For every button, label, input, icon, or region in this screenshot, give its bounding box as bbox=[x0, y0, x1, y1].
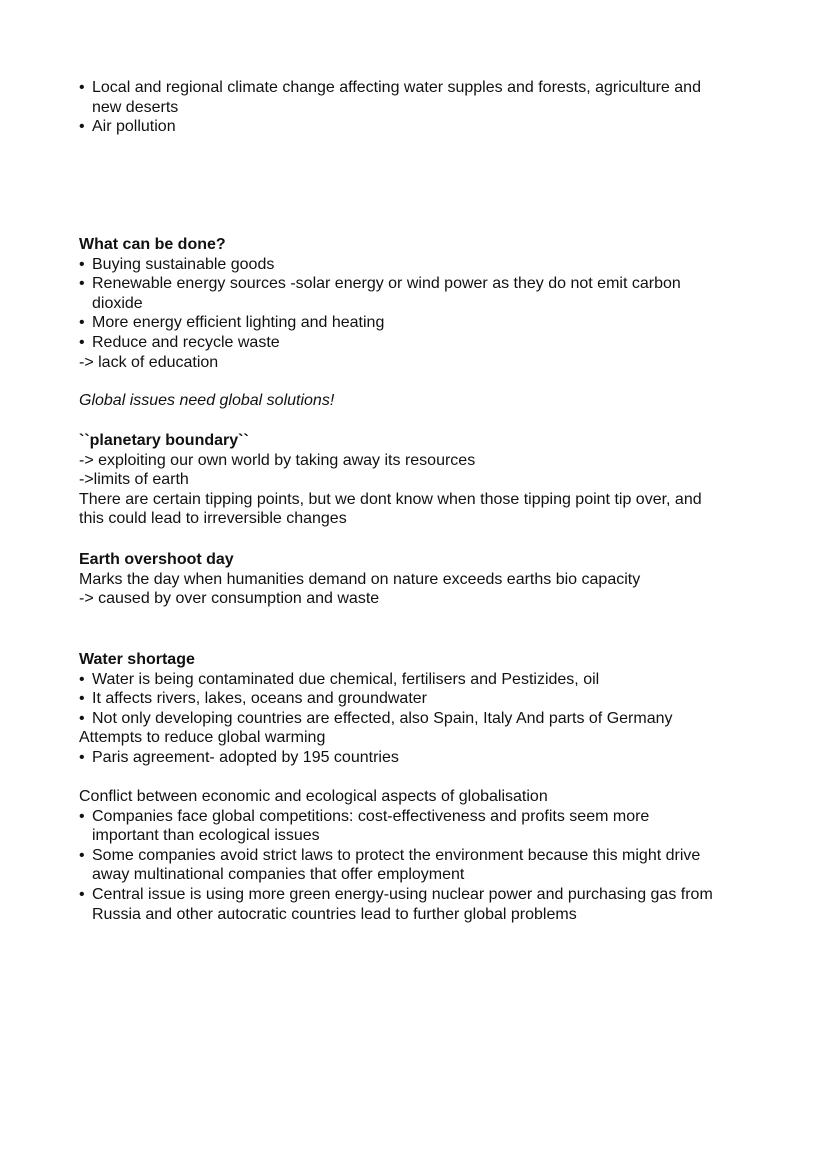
line: Marks the day when humanities demand on nature exceeds earths bio capacity bbox=[79, 570, 641, 588]
line: important than ecological issues bbox=[92, 827, 320, 845]
list-item bbox=[79, 807, 779, 846]
planetary-boundary-section bbox=[79, 431, 779, 529]
subheading: Attempts to reduce global warming bbox=[79, 729, 326, 747]
line: • Reduce and recycle waste bbox=[92, 333, 280, 351]
list-item bbox=[79, 885, 779, 924]
line: -> exploiting our own world by taking away its resources bbox=[79, 451, 476, 469]
water-shortage-section bbox=[79, 650, 779, 768]
list-item bbox=[79, 333, 779, 353]
list-item bbox=[79, 274, 779, 313]
line: ->limits of earth bbox=[79, 471, 189, 489]
line: • Not only developing countries are effected, also Spain, Italy And parts of Germany bbox=[92, 709, 673, 727]
line: • Renewable energy sources -solar energy or wind power as they do not emit carbon bbox=[92, 275, 681, 293]
overshoot-section bbox=[79, 550, 779, 609]
section-heading: Conflict between economic and ecological aspects of globalisation bbox=[79, 788, 548, 805]
list-item bbox=[79, 313, 779, 333]
line: -> caused by over consumption and waste bbox=[79, 590, 380, 608]
line: • Companies face global competitions: cost-effectiveness and profits seem more bbox=[92, 807, 650, 825]
line: There are certain tipping points, but we dont know when those tipping point tip over, and bbox=[79, 490, 702, 508]
line: • Air pollution bbox=[92, 118, 176, 136]
list-item bbox=[79, 689, 779, 709]
line: • Paris agreement- adopted by 195 countries bbox=[92, 748, 399, 766]
line: • Buying sustainable goods bbox=[92, 255, 275, 273]
section-heading: ``planetary boundary`` bbox=[79, 432, 249, 449]
conflict-section bbox=[79, 787, 779, 924]
list-item bbox=[79, 117, 779, 137]
line: • It affects rivers, lakes, oceans and groundwater bbox=[92, 690, 427, 708]
line: • Water is being contaminated due chemical, fertilisers and Pestizides, oil bbox=[92, 670, 600, 688]
line: • Some companies avoid strict laws to protect the environment because this might drive bbox=[92, 846, 701, 864]
line: dioxide bbox=[92, 294, 143, 312]
line: this could lead to irreversible changes bbox=[79, 510, 347, 528]
list-item bbox=[79, 846, 779, 885]
line: Russia and other autocratic countries lead to further global problems bbox=[92, 905, 577, 923]
line: away multinational companies that offer employment bbox=[92, 866, 465, 884]
list-item bbox=[79, 255, 779, 275]
slogan: Global issues need global solutions! bbox=[79, 392, 335, 409]
what-can-be-done-section bbox=[79, 235, 779, 372]
list-item bbox=[79, 748, 779, 768]
section-heading: What can be done? bbox=[79, 236, 226, 253]
line: • Central issue is using more green energy-using nuclear power and purchasing gas from bbox=[92, 885, 713, 903]
intro-list bbox=[79, 78, 779, 137]
list-item bbox=[79, 78, 779, 117]
note: -> lack of education bbox=[79, 353, 219, 371]
section-heading: Earth overshoot day bbox=[79, 551, 234, 568]
line: new deserts bbox=[92, 98, 179, 116]
line: • Local and regional climate change affecting water supples and forests, agriculture and bbox=[92, 79, 701, 96]
list-item bbox=[79, 709, 779, 729]
line: • More energy efficient lighting and heating bbox=[92, 314, 385, 332]
section-heading: Water shortage bbox=[79, 651, 195, 668]
list-item bbox=[79, 670, 779, 690]
